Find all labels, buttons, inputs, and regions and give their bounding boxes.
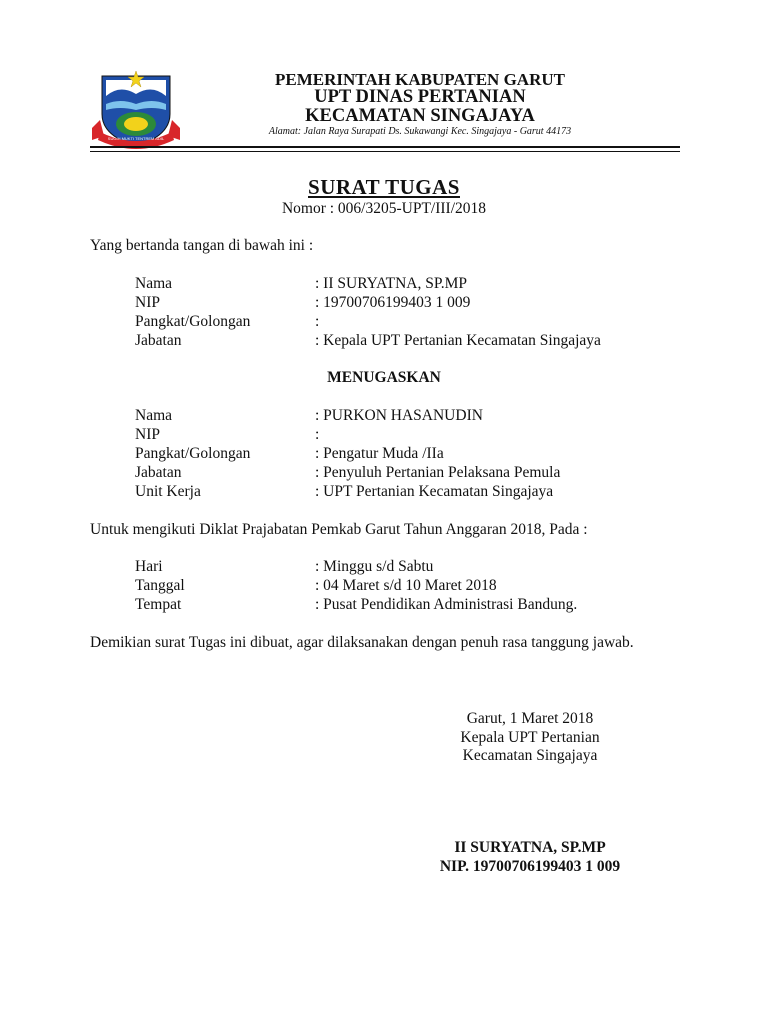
field-value: : Kepala UPT Pertanian Kecamatan Singajaya [315, 332, 601, 349]
signature-position-line2: Kecamatan Singajaya [462, 747, 598, 764]
letter-number: Nomor : 006/3205-UPT/III/2018 [281, 200, 487, 217]
signatory-name: II SURYATNA, SP.MP [454, 839, 606, 856]
letterhead-government: PEMERINTAH KABUPATEN GARUT [275, 70, 565, 89]
field-label: Unit Kerja [135, 483, 201, 500]
letterhead-rule-thick [90, 146, 680, 148]
field-label: Nama [135, 275, 173, 292]
signature-place-date: Garut, 1 Maret 2018 [466, 710, 594, 727]
field-label: NIP [135, 426, 160, 443]
purpose-text: Untuk mengikuti Diklat Prajabatan Pemkab Garut Tahun Anggaran 2018, Pada : [90, 521, 588, 538]
logo-motto: SUGIH MUKTI TENTREM ADIL [107, 136, 165, 141]
field-label: Nama [135, 407, 173, 424]
field-value: : Pengatur Muda /IIa [315, 445, 444, 462]
field-label: Hari [135, 558, 163, 575]
field-label: Jabatan [135, 332, 182, 349]
intro-text: Yang bertanda tangan di bawah ini : [90, 237, 314, 254]
regency-logo [90, 70, 182, 150]
field-label: Tanggal [135, 577, 185, 594]
field-label: NIP [135, 294, 160, 311]
signatory-nip: NIP. 19700706199403 1 009 [439, 858, 621, 875]
field-value: : Minggu s/d Sabtu [315, 558, 434, 575]
field-value: : Pusat Pendidikan Administrasi Bandung. [315, 596, 578, 613]
closing-text: Demikian surat Tugas ini dibuat, agar dilaksanakan dengan penuh rasa tanggung jawab. [90, 634, 634, 651]
field-value: : 04 Maret s/d 10 Maret 2018 [315, 577, 497, 594]
assign-heading: MENUGASKAN [327, 369, 441, 386]
field-label: Tempat [135, 596, 182, 613]
field-value: : PURKON HASANUDIN [315, 407, 483, 424]
field-label: Pangkat/Golongan [135, 445, 251, 462]
field-label: Pangkat/Golongan [135, 313, 251, 330]
field-label: Jabatan [135, 464, 182, 481]
field-value: : II SURYATNA, SP.MP [315, 275, 468, 292]
letterhead-district: KECAMATAN SINGAJAYA [305, 106, 535, 126]
letterhead-address: Alamat: Jalan Raya Surapati Ds. Sukawangi Kec. Singajaya - Garut 44173 [268, 126, 572, 137]
letter-title: SURAT TUGAS [308, 175, 460, 199]
field-value: : Penyuluh Pertanian Pelaksana Pemula [315, 464, 561, 481]
letterhead-rule-thin [90, 151, 680, 152]
field-value: : UPT Pertanian Kecamatan Singajaya [315, 483, 554, 500]
letterhead-agency: UPT DINAS PERTANIAN [314, 87, 526, 107]
field-value: : 19700706199403 1 009 [315, 294, 471, 311]
signature-position-line1: Kepala UPT Pertanian [460, 729, 600, 746]
field-value: : [315, 313, 320, 330]
field-value: : [315, 426, 320, 443]
